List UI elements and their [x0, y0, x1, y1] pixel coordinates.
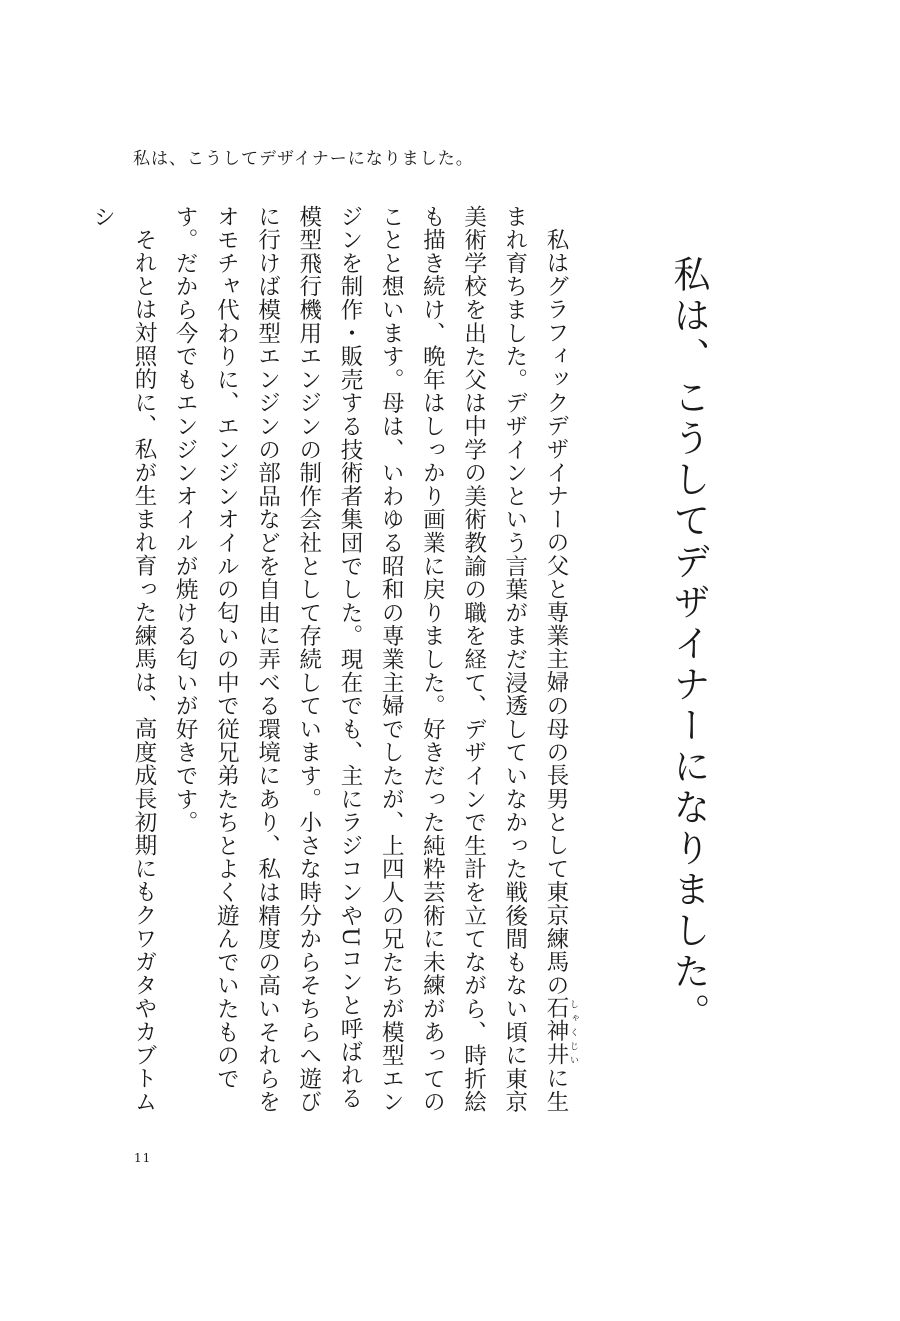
running-header: 私は、こうしてデザイナーになりました。 — [133, 149, 474, 169]
ruby-reading: しゃくじい — [568, 996, 578, 1067]
body-text — [89, 205, 578, 1125]
ruby-shakujii — [543, 996, 578, 1067]
paragraph-1-part-1: 私はグラフィックデザイナーの父と専業主婦の母の長男として東京練馬の — [543, 227, 569, 997]
paragraph-2: それとは対照的に、私が生まれ育った練馬は、高度成長初期にもクワガタやカブトムシ — [89, 205, 157, 1113]
page-number: 11 — [134, 1151, 152, 1165]
paragraph-1 — [164, 205, 578, 1125]
ruby-base: 石神井 — [543, 996, 569, 1067]
paragraph-1-part-2: に生まれ育ちました。デザインという言葉がまだ浸透していなかった戦後間もない頃に東京美術学校を出た父は中学の美術教諭の職を経て、デザインで生計を立てながら、時折絵も描き続け、晩年はしっかり画業に戻りました。好きだった純粋芸術に未練があってのことと想います。母は、いわゆる昭和の専業主婦でしたが、上四人の兄たちが模型エンジンを制作・販売する技術者集団でした。現在でも、主にラジコンやUコンと呼ばれる模型飛行機用エンジンの制作会社として存続しています。小さな時分からそちらへ遊びに行けば模型エンジンの部品などを自由に弄べる環境にあり、私は精度の高いそれらをオモチャ代わりに、エンジンオイルの匂いの中で従兄弟たちとよく遊んでいたものです。だから今でもエンジンオイルが焼ける匂いが好きです。 — [172, 205, 569, 1114]
chapter-title: 私は、こうしてデザイナーになりました。 — [667, 255, 710, 1034]
